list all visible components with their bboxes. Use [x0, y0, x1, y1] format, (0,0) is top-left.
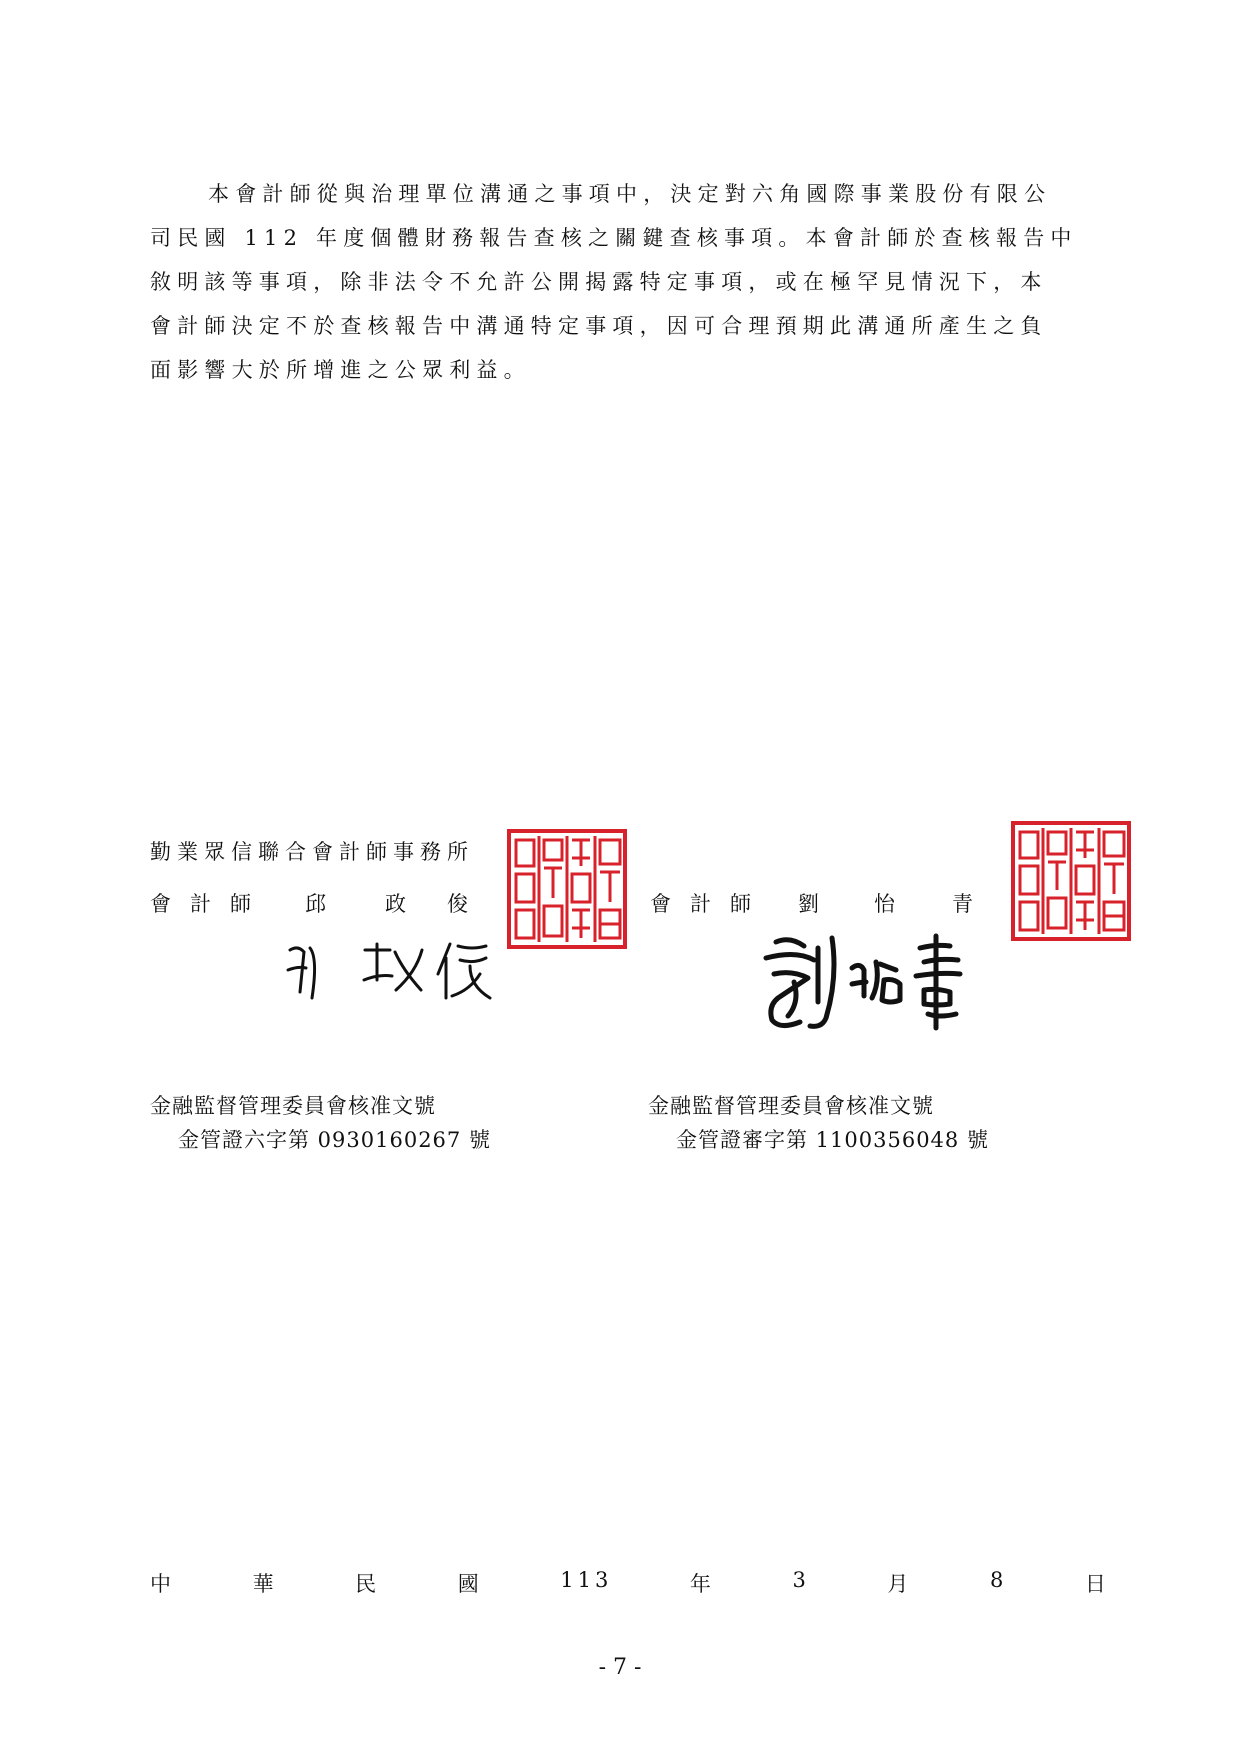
- page-number: - 7 -: [598, 1655, 642, 1680]
- left-cpa-seal: [506, 828, 628, 950]
- date-part: 華: [252, 1572, 278, 1596]
- right-license-title: 金融監督管理委員會核准文號: [648, 1094, 934, 1118]
- paragraph-line: 會計師決定不於查核報告中溝通特定事項，因可合理預期此溝通所產生之負: [150, 314, 1048, 338]
- cpa-name-char: 政: [385, 892, 406, 916]
- right-cpa-row: [650, 888, 982, 918]
- cpa-name-char: 青: [952, 892, 973, 916]
- cpa-name-char: 俊: [447, 892, 468, 916]
- date-part: 月: [887, 1572, 913, 1596]
- paragraph-line: 本會計師從與治理單位溝通之事項中，決定對六角國際事業股份有限公: [208, 182, 1052, 206]
- right-cpa-seal: [1010, 820, 1132, 942]
- left-cpa-row: [150, 888, 477, 918]
- cpa-name-char: 劉: [798, 892, 819, 916]
- cpa-title-char: 計: [190, 892, 211, 916]
- date-part: 113: [560, 1568, 613, 1592]
- paragraph-line: 司民國 112 年度個體財務報告查核之關鍵查核事項。本會計師於查核報告中: [150, 226, 1078, 250]
- date-part: 國: [457, 1572, 483, 1596]
- cpa-title-char: 計: [690, 892, 711, 916]
- date-part: 年: [689, 1572, 715, 1596]
- cpa-name-char: 怡: [874, 892, 895, 916]
- date-part: 日: [1084, 1572, 1110, 1596]
- paragraph-line: 面影響大於所增進之公眾利益。: [150, 358, 531, 382]
- left-signature: [280, 930, 510, 1010]
- cpa-title-char: 師: [730, 892, 751, 916]
- report-date: [150, 1568, 1110, 1598]
- cpa-title-char: 師: [230, 892, 251, 916]
- left-license-title: 金融監督管理委員會核准文號: [150, 1094, 436, 1118]
- right-signature: [752, 928, 1002, 1038]
- date-part: 3: [792, 1568, 810, 1592]
- cpa-name-char: 邱: [305, 892, 326, 916]
- right-license-number: 金管證審字第 1100356048 號: [676, 1128, 989, 1152]
- left-license-number: 金管證六字第 0930160267 號: [178, 1128, 491, 1152]
- date-part: 8: [989, 1568, 1008, 1592]
- firm-name: 勤業眾信聯合會計師事務所: [150, 840, 474, 864]
- body-paragraph: [150, 172, 1110, 392]
- date-part: 民: [355, 1572, 381, 1596]
- cpa-title-char: 會: [150, 892, 171, 916]
- paragraph-line: 敘明該等事項，除非法令不允許公開揭露特定事項，或在極罕見情況下，本: [150, 270, 1048, 294]
- date-part: 中: [150, 1572, 175, 1596]
- cpa-title-char: 會: [650, 892, 671, 916]
